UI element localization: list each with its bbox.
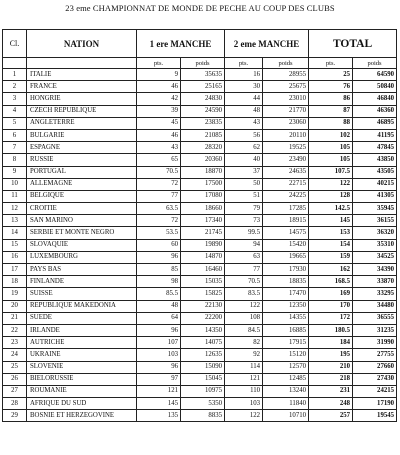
table-row (3, 142, 397, 154)
manche1-poids-cell: 15035 (181, 276, 225, 288)
total-poids-cell: 33295 (353, 288, 397, 300)
manche1-poids-cell: 23835 (181, 117, 225, 129)
total-pts-cell: 86 (309, 93, 353, 105)
rank-cell: 5 (3, 117, 27, 129)
subheader-pts-manche1: pts. (137, 58, 181, 69)
manche1-pts-cell: 97 (137, 373, 181, 385)
total-poids-cell: 31235 (353, 324, 397, 336)
manche2-pts-cell: 121 (225, 373, 263, 385)
manche1-poids-cell: 22130 (181, 300, 225, 312)
manche1-poids-cell: 24830 (181, 93, 225, 105)
manche1-poids-cell: 17500 (181, 178, 225, 190)
rank-cell: 19 (3, 288, 27, 300)
manche1-pts-cell: 98 (137, 276, 181, 288)
table-row (3, 178, 397, 190)
total-poids-cell: 64590 (353, 69, 397, 81)
nation-cell: HONGRIE (27, 93, 137, 105)
manche1-poids-cell: 14350 (181, 324, 225, 336)
manche2-poids-cell: 10710 (263, 410, 309, 422)
nation-cell: LUXEMBOURG (27, 251, 137, 263)
manche2-pts-cell: 43 (225, 117, 263, 129)
nation-cell: SUEDE (27, 312, 137, 324)
total-pts-cell: 159 (309, 251, 353, 263)
manche1-pts-cell: 121 (137, 385, 181, 397)
table-row (3, 227, 397, 239)
manche2-poids-cell: 18835 (263, 276, 309, 288)
total-poids-cell: 34390 (353, 264, 397, 276)
table-row (3, 312, 397, 324)
manche1-pts-cell: 85 (137, 264, 181, 276)
manche1-poids-cell: 19890 (181, 239, 225, 251)
table-row (3, 105, 397, 117)
total-pts-cell: 102 (309, 129, 353, 141)
rank-cell: 6 (3, 129, 27, 141)
table-row (3, 129, 397, 141)
manche1-poids-cell: 15045 (181, 373, 225, 385)
total-pts-cell: 180.5 (309, 324, 353, 336)
rank-cell: 14 (3, 227, 27, 239)
manche2-poids-cell: 25675 (263, 81, 309, 93)
nation-cell: ANGLETERRE (27, 117, 137, 129)
total-poids-cell: 41305 (353, 190, 397, 202)
table-row (3, 349, 397, 361)
manche2-pts-cell: 16 (225, 69, 263, 81)
manche2-pts-cell: 114 (225, 361, 263, 373)
table-row (3, 410, 397, 422)
manche1-pts-cell: 107 (137, 337, 181, 349)
manche2-pts-cell: 82 (225, 337, 263, 349)
rank-cell: 3 (3, 93, 27, 105)
manche1-poids-cell: 12635 (181, 349, 225, 361)
nation-cell: ALLEMAGNE (27, 178, 137, 190)
manche1-poids-cell: 15090 (181, 361, 225, 373)
total-pts-cell: 154 (309, 239, 353, 251)
manche1-pts-cell: 77 (137, 190, 181, 202)
manche2-poids-cell: 24225 (263, 190, 309, 202)
manche2-pts-cell: 122 (225, 410, 263, 422)
rank-cell: 4 (3, 105, 27, 117)
total-pts-cell: 25 (309, 69, 353, 81)
subheader-poids-total: poids (353, 58, 397, 69)
manche2-poids-cell: 12350 (263, 300, 309, 312)
manche1-pts-cell: 46 (137, 129, 181, 141)
total-poids-cell: 33870 (353, 276, 397, 288)
manche2-poids-cell: 13240 (263, 385, 309, 397)
manche2-pts-cell: 103 (225, 398, 263, 410)
rank-cell: 25 (3, 361, 27, 373)
manche1-pts-cell: 135 (137, 410, 181, 422)
manche2-pts-cell: 40 (225, 154, 263, 166)
total-pts-cell: 76 (309, 81, 353, 93)
manche2-poids-cell: 12570 (263, 361, 309, 373)
table-row (3, 239, 397, 251)
manche1-pts-cell: 9 (137, 69, 181, 81)
nation-cell: ESPAGNE (27, 142, 137, 154)
total-poids-cell: 36555 (353, 312, 397, 324)
total-pts-cell: 87 (309, 105, 353, 117)
total-poids-cell: 27755 (353, 349, 397, 361)
manche1-pts-cell: 43 (137, 142, 181, 154)
table-row (3, 300, 397, 312)
manche2-pts-cell: 50 (225, 178, 263, 190)
manche2-pts-cell: 62 (225, 142, 263, 154)
manche1-poids-cell: 25165 (181, 81, 225, 93)
total-poids-cell: 27660 (353, 361, 397, 373)
total-poids-cell: 36320 (353, 227, 397, 239)
total-pts-cell: 195 (309, 349, 353, 361)
manche1-pts-cell: 65 (137, 154, 181, 166)
total-poids-cell: 34525 (353, 251, 397, 263)
rank-cell: 29 (3, 410, 27, 422)
total-pts-cell: 105 (309, 154, 353, 166)
total-poids-cell: 43850 (353, 154, 397, 166)
total-pts-cell: 107.5 (309, 166, 353, 178)
nation-cell: CZECH REPUBLIQUE (27, 105, 137, 117)
results-table (2, 29, 397, 422)
manche2-poids-cell: 14355 (263, 312, 309, 324)
manche1-poids-cell: 28320 (181, 142, 225, 154)
results-body (3, 69, 397, 422)
manche1-pts-cell: 48 (137, 300, 181, 312)
table-row (3, 288, 397, 300)
table-row (3, 93, 397, 105)
manche1-pts-cell: 85.5 (137, 288, 181, 300)
manche2-poids-cell: 23010 (263, 93, 309, 105)
total-poids-cell: 19545 (353, 410, 397, 422)
nation-cell: PORTUGAL (27, 166, 137, 178)
manche1-poids-cell: 35635 (181, 69, 225, 81)
nation-cell: BULGARIE (27, 129, 137, 141)
total-pts-cell: 248 (309, 398, 353, 410)
total-pts-cell: 128 (309, 190, 353, 202)
rank-cell: 7 (3, 142, 27, 154)
total-poids-cell: 24215 (353, 385, 397, 397)
table-row (3, 190, 397, 202)
manche2-poids-cell: 19525 (263, 142, 309, 154)
total-pts-cell: 142.5 (309, 203, 353, 215)
rank-cell: 26 (3, 373, 27, 385)
manche2-poids-cell: 17915 (263, 337, 309, 349)
manche2-pts-cell: 63 (225, 251, 263, 263)
manche1-pts-cell: 39 (137, 105, 181, 117)
manche1-poids-cell: 10975 (181, 385, 225, 397)
manche2-poids-cell: 19665 (263, 251, 309, 263)
table-row (3, 166, 397, 178)
manche1-poids-cell: 22200 (181, 312, 225, 324)
table-row (3, 398, 397, 410)
nation-cell: SAN MARINO (27, 215, 137, 227)
subheader-poids-manche2: poids (263, 58, 309, 69)
manche1-poids-cell: 18870 (181, 166, 225, 178)
rank-cell: 21 (3, 312, 27, 324)
rank-cell: 9 (3, 166, 27, 178)
rank-cell: 12 (3, 203, 27, 215)
nation-cell: PAYS BAS (27, 264, 137, 276)
total-pts-cell: 231 (309, 385, 353, 397)
col-header-manche2: 2 eme MANCHE (225, 30, 309, 58)
manche2-pts-cell: 83.5 (225, 288, 263, 300)
rank-cell: 10 (3, 178, 27, 190)
manche1-poids-cell: 14075 (181, 337, 225, 349)
manche2-poids-cell: 11840 (263, 398, 309, 410)
total-poids-cell: 47845 (353, 142, 397, 154)
rank-cell: 8 (3, 154, 27, 166)
manche1-pts-cell: 63.5 (137, 203, 181, 215)
manche1-pts-cell: 45 (137, 117, 181, 129)
manche1-pts-cell: 60 (137, 239, 181, 251)
nation-cell: IRLANDE (27, 324, 137, 336)
manche2-pts-cell: 44 (225, 93, 263, 105)
total-poids-cell: 27430 (353, 373, 397, 385)
nation-cell: UKRAINE (27, 349, 137, 361)
total-pts-cell: 170 (309, 300, 353, 312)
manche1-poids-cell: 8835 (181, 410, 225, 422)
manche2-poids-cell: 17930 (263, 264, 309, 276)
manche2-poids-cell: 16885 (263, 324, 309, 336)
nation-cell: FINLANDE (27, 276, 137, 288)
subheader-empty (27, 58, 137, 69)
rank-cell: 27 (3, 385, 27, 397)
manche2-poids-cell: 12485 (263, 373, 309, 385)
manche1-poids-cell: 17340 (181, 215, 225, 227)
manche1-pts-cell: 53.5 (137, 227, 181, 239)
table-row (3, 264, 397, 276)
rank-cell: 20 (3, 300, 27, 312)
table-row (3, 81, 397, 93)
manche2-pts-cell: 73 (225, 215, 263, 227)
manche2-pts-cell: 99.5 (225, 227, 263, 239)
table-row (3, 154, 397, 166)
rank-cell: 1 (3, 69, 27, 81)
manche2-poids-cell: 18915 (263, 215, 309, 227)
rank-cell: 16 (3, 251, 27, 263)
manche1-poids-cell: 16460 (181, 264, 225, 276)
manche2-poids-cell: 20110 (263, 129, 309, 141)
total-pts-cell: 210 (309, 361, 353, 373)
subheader-empty (3, 58, 27, 69)
manche2-poids-cell: 17470 (263, 288, 309, 300)
rank-cell: 22 (3, 324, 27, 336)
nation-cell: AFRIQUE DU SUD (27, 398, 137, 410)
manche2-pts-cell: 94 (225, 239, 263, 251)
manche2-pts-cell: 70.5 (225, 276, 263, 288)
manche2-pts-cell: 30 (225, 81, 263, 93)
manche1-poids-cell: 18660 (181, 203, 225, 215)
total-pts-cell: 162 (309, 264, 353, 276)
total-pts-cell: 145 (309, 215, 353, 227)
manche1-pts-cell: 46 (137, 81, 181, 93)
total-pts-cell: 172 (309, 312, 353, 324)
nation-cell: REPUBLIQUE MAKEDONIA (27, 300, 137, 312)
total-pts-cell: 218 (309, 373, 353, 385)
total-pts-cell: 122 (309, 178, 353, 190)
document-title: 23 eme CHAMPIONNAT DE MONDE DE PECHE AU COUP DES CLUBS (65, 3, 335, 13)
rank-cell: 13 (3, 215, 27, 227)
total-poids-cell: 35945 (353, 203, 397, 215)
manche2-pts-cell: 77 (225, 264, 263, 276)
manche1-poids-cell: 15825 (181, 288, 225, 300)
subheader-pts-manche2: pts. (225, 58, 263, 69)
rank-cell: 17 (3, 264, 27, 276)
manche1-pts-cell: 70.5 (137, 166, 181, 178)
manche2-pts-cell: 56 (225, 129, 263, 141)
manche2-pts-cell: 48 (225, 105, 263, 117)
manche1-pts-cell: 72 (137, 178, 181, 190)
col-header-cl: Cl. (3, 30, 27, 58)
table-row (3, 117, 397, 129)
total-poids-cell: 43505 (353, 166, 397, 178)
header-row (3, 30, 397, 58)
manche2-poids-cell: 23490 (263, 154, 309, 166)
total-poids-cell: 17190 (353, 398, 397, 410)
rank-cell: 18 (3, 276, 27, 288)
table-row (3, 385, 397, 397)
manche2-pts-cell: 92 (225, 349, 263, 361)
total-poids-cell: 40215 (353, 178, 397, 190)
manche1-pts-cell: 103 (137, 349, 181, 361)
manche2-pts-cell: 37 (225, 166, 263, 178)
nation-cell: SUISSE (27, 288, 137, 300)
table-row (3, 251, 397, 263)
manche1-poids-cell: 5350 (181, 398, 225, 410)
manche1-poids-cell: 21085 (181, 129, 225, 141)
manche1-poids-cell: 17080 (181, 190, 225, 202)
nation-cell: BOSNIE ET HERZEGOVINE (27, 410, 137, 422)
total-pts-cell: 88 (309, 117, 353, 129)
manche2-pts-cell: 108 (225, 312, 263, 324)
table-row (3, 69, 397, 81)
manche2-poids-cell: 15120 (263, 349, 309, 361)
rank-cell: 2 (3, 81, 27, 93)
manche2-pts-cell: 51 (225, 190, 263, 202)
subheader-pts-total: pts. (309, 58, 353, 69)
manche2-poids-cell: 23060 (263, 117, 309, 129)
nation-cell: SERBIE ET MONTE NEGRO (27, 227, 137, 239)
manche1-poids-cell: 14870 (181, 251, 225, 263)
nation-cell: BELGIQUE (27, 190, 137, 202)
col-header-nation: NATION (27, 30, 137, 58)
manche1-poids-cell: 20360 (181, 154, 225, 166)
manche2-pts-cell: 84.5 (225, 324, 263, 336)
total-pts-cell: 257 (309, 410, 353, 422)
nation-cell: ITALIE (27, 69, 137, 81)
manche2-pts-cell: 79 (225, 203, 263, 215)
manche2-poids-cell: 22715 (263, 178, 309, 190)
total-poids-cell: 46840 (353, 93, 397, 105)
manche1-pts-cell: 96 (137, 251, 181, 263)
rank-cell: 28 (3, 398, 27, 410)
col-header-total: TOTAL (309, 30, 397, 58)
total-poids-cell: 46895 (353, 117, 397, 129)
total-pts-cell: 168.5 (309, 276, 353, 288)
nation-cell: FRANCE (27, 81, 137, 93)
total-pts-cell: 105 (309, 142, 353, 154)
total-poids-cell: 50840 (353, 81, 397, 93)
nation-cell: SLOVENIE (27, 361, 137, 373)
col-header-manche1: 1 ere MANCHE (137, 30, 225, 58)
total-pts-cell: 184 (309, 337, 353, 349)
rank-cell: 23 (3, 337, 27, 349)
manche1-pts-cell: 96 (137, 361, 181, 373)
nation-cell: AUTRICHE (27, 337, 137, 349)
total-poids-cell: 34480 (353, 300, 397, 312)
manche1-pts-cell: 64 (137, 312, 181, 324)
manche2-poids-cell: 28955 (263, 69, 309, 81)
rank-cell: 15 (3, 239, 27, 251)
table-row (3, 337, 397, 349)
nation-cell: SLOVAQUIE (27, 239, 137, 251)
total-pts-cell: 169 (309, 288, 353, 300)
total-poids-cell: 41195 (353, 129, 397, 141)
manche2-pts-cell: 110 (225, 385, 263, 397)
manche2-poids-cell: 14575 (263, 227, 309, 239)
manche1-pts-cell: 145 (137, 398, 181, 410)
table-row (3, 203, 397, 215)
total-poids-cell: 36155 (353, 215, 397, 227)
manche2-poids-cell: 21770 (263, 105, 309, 117)
manche2-poids-cell: 15420 (263, 239, 309, 251)
nation-cell: BIELORUSSIE (27, 373, 137, 385)
nation-cell: CROITIE (27, 203, 137, 215)
manche1-poids-cell: 21745 (181, 227, 225, 239)
subheader-poids-manche1: poids (181, 58, 225, 69)
table-row (3, 215, 397, 227)
table-row (3, 276, 397, 288)
manche2-pts-cell: 122 (225, 300, 263, 312)
table-row (3, 373, 397, 385)
manche2-poids-cell: 24635 (263, 166, 309, 178)
table-row (3, 324, 397, 336)
total-poids-cell: 46360 (353, 105, 397, 117)
manche1-pts-cell: 96 (137, 324, 181, 336)
manche1-pts-cell: 72 (137, 215, 181, 227)
manche1-pts-cell: 42 (137, 93, 181, 105)
nation-cell: RUSSIE (27, 154, 137, 166)
total-poids-cell: 35310 (353, 239, 397, 251)
nation-cell: ROUMANIE (27, 385, 137, 397)
manche1-poids-cell: 24590 (181, 105, 225, 117)
total-poids-cell: 31990 (353, 337, 397, 349)
table-row (3, 361, 397, 373)
rank-cell: 11 (3, 190, 27, 202)
rank-cell: 24 (3, 349, 27, 361)
manche2-poids-cell: 17285 (263, 203, 309, 215)
total-pts-cell: 153 (309, 227, 353, 239)
subheader-row (3, 58, 397, 69)
